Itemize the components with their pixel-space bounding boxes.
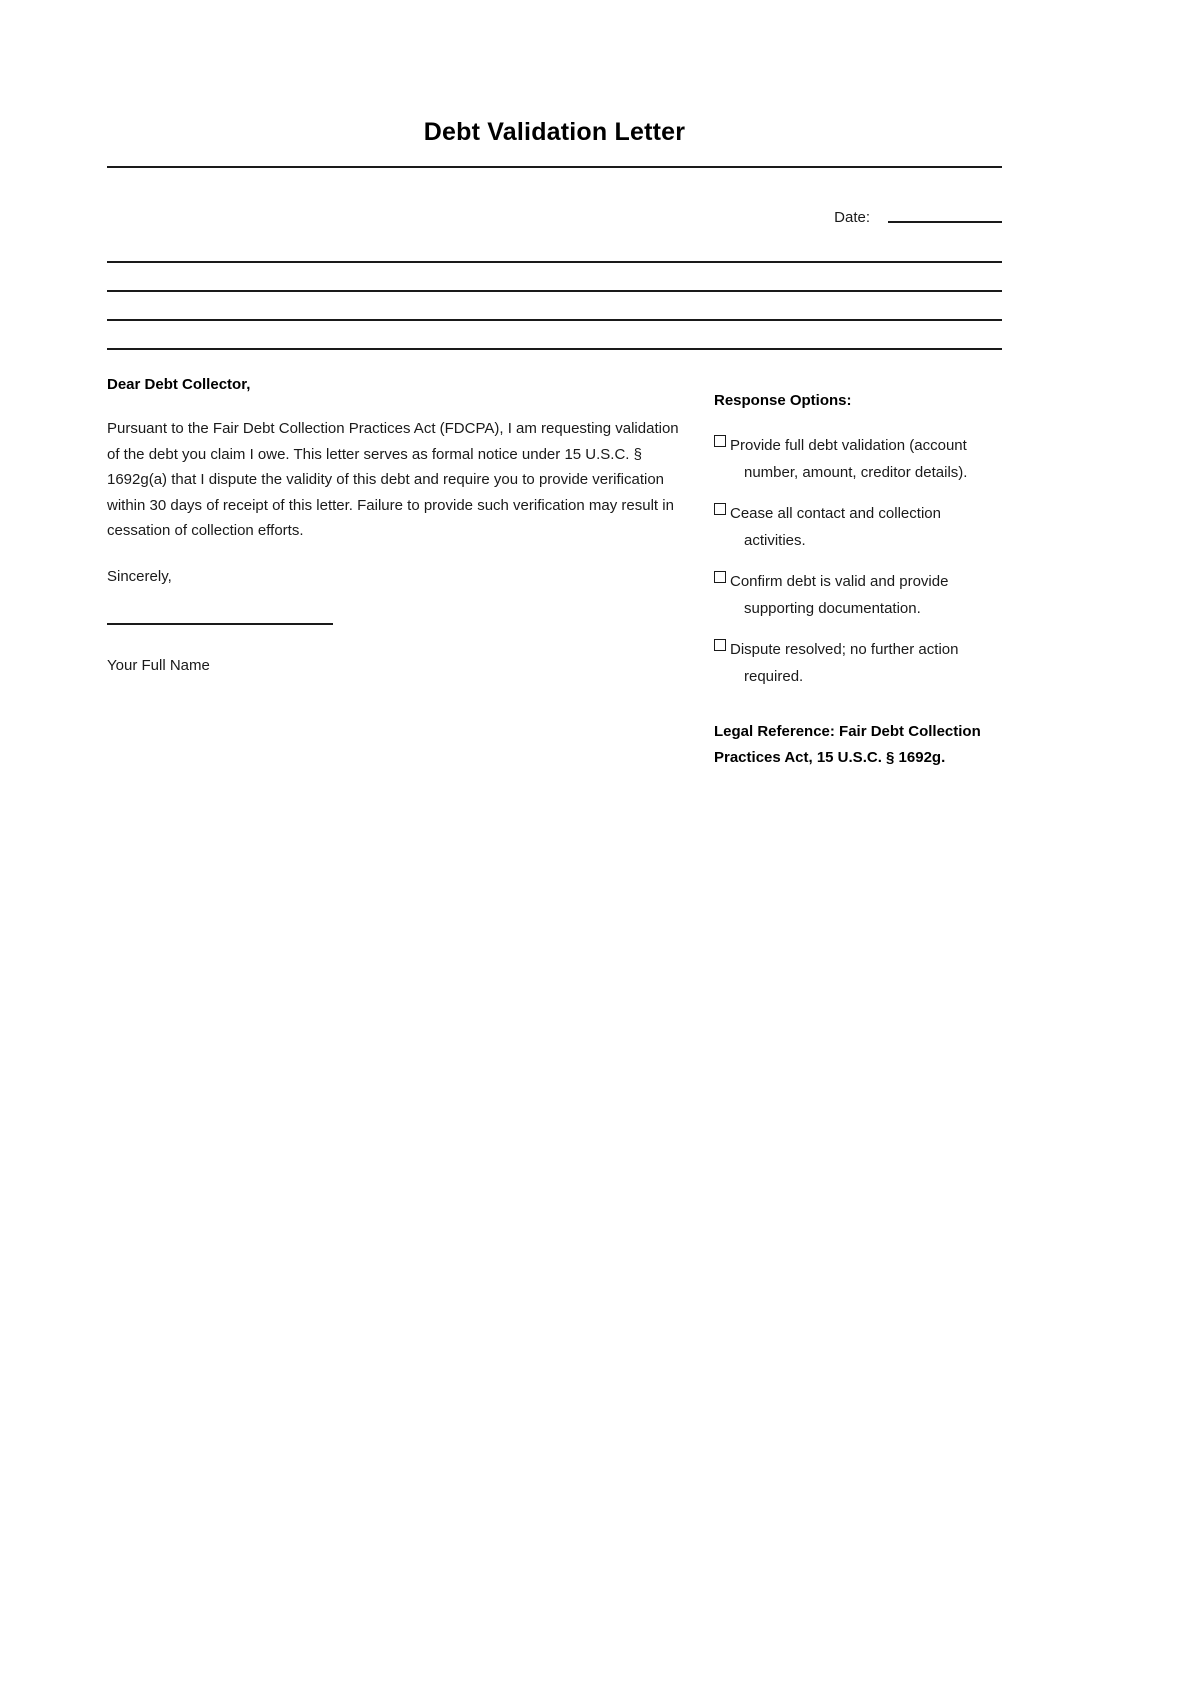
date-input-blank[interactable] — [888, 221, 1002, 223]
signature-line[interactable] — [107, 623, 333, 625]
legal-reference-line1: Legal Reference: Fair Debt — [714, 723, 905, 740]
legal-reference-line2: Collection Practices Act, 15 U.S.C. § — [714, 723, 981, 766]
title-divider — [107, 166, 1002, 168]
response-option-4-label — [730, 637, 958, 690]
date-field-row — [107, 209, 1002, 226]
response-option-1[interactable] — [714, 433, 1002, 486]
checkbox-icon[interactable] — [714, 435, 726, 447]
address-blank-line-2[interactable] — [107, 290, 1002, 292]
response-option-3[interactable] — [714, 569, 1002, 622]
signer-name-label: Your Full Name — [107, 656, 210, 674]
response-option-1-line1: Provide full debt validation (account — [730, 437, 967, 454]
salutation: Dear Debt Collector, — [107, 376, 251, 393]
response-option-3-line2: supporting documentation. — [744, 599, 921, 617]
address-blank-line-4[interactable] — [107, 348, 1002, 350]
response-option-2-line1: Cease all contact and collection — [730, 505, 941, 522]
checkbox-icon[interactable] — [714, 503, 726, 515]
response-option-2[interactable] — [714, 501, 1002, 554]
response-option-2-label — [730, 501, 941, 554]
date-label: Date: — [834, 209, 870, 226]
page-title: Debt Validation Letter — [423, 118, 686, 146]
response-option-1-label — [730, 433, 967, 486]
legal-reference — [714, 719, 1002, 770]
response-option-3-label — [730, 569, 948, 622]
response-option-4-line1: Dispute resolved; no further action — [730, 641, 959, 658]
response-option-4-line2: required. — [744, 667, 804, 685]
letter-column — [107, 376, 685, 674]
response-option-2-line2: activities. — [744, 531, 806, 549]
legal-reference-line3: 1692g. — [898, 748, 946, 766]
response-option-4[interactable] — [714, 637, 1002, 690]
response-option-3-line1: Confirm debt is valid and provide — [730, 573, 949, 590]
address-block — [107, 261, 1002, 350]
address-blank-line-3[interactable] — [107, 319, 1002, 321]
closing-salutation: Sincerely, — [107, 567, 172, 585]
letter-body-paragraph: Pursuant to the Fair Debt Collection Practices Act (FDCPA), I am requesting validation of the debt you claim I owe. This letter serves as formal notice under 15 U.S.C. § 1692g(a) that I dispute the validity of this debt and require you to provide verification within 30 days of receipt of this letter. Failure to provide such verification may result in cessation of collection efforts. — [107, 420, 679, 539]
response-options-heading: Response Options: — [714, 392, 852, 409]
checkbox-icon[interactable] — [714, 639, 726, 651]
response-option-1-line2: number, amount, creditor details). — [744, 463, 968, 481]
checkbox-icon[interactable] — [714, 571, 726, 583]
response-options-column — [714, 392, 1002, 770]
address-blank-line-1[interactable] — [107, 261, 1002, 263]
